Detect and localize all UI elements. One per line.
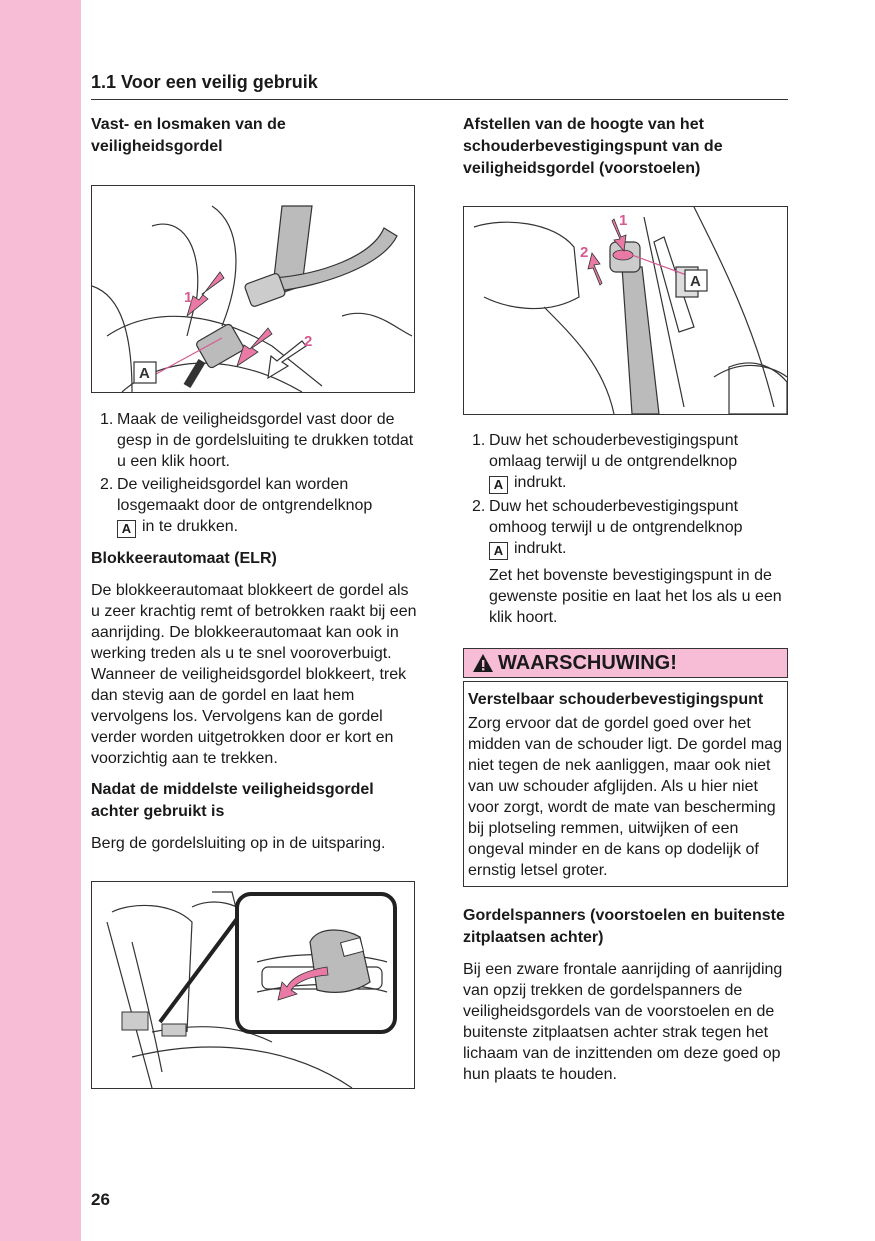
list-item: 1. Duw het schouderbevestigingspunt omlaag terwijl u de ontgrendelknop A indrukt.	[472, 432, 739, 492]
fig1-label-2: 2	[304, 333, 313, 350]
key-a-label: A	[489, 476, 508, 494]
key-a-label: A	[489, 542, 508, 560]
fig1-label-a: A	[139, 365, 150, 382]
buckle-illustration	[92, 186, 414, 392]
heading-elr: Blokkeerautomaat (ELR)	[91, 550, 277, 567]
step-2-note: Zet het bovenste bevestigingspunt in de gewenste positie en laat het los als u een klik hoort.	[489, 567, 782, 626]
key-a-label: A	[117, 520, 136, 538]
page-number: 26	[91, 1190, 110, 1209]
fig2-label-1: 1	[619, 212, 628, 229]
list-item: 2. Duw het schouderbevestigingspunt omhoog terwijl u de ontgrendelknop A indrukt. Zet het bovenste bevestigingspunt in de gewenste positie en laat het los als u een klik hoort.	[463, 496, 788, 628]
warning-box	[463, 648, 788, 887]
paragraph-pretensioners: Bij een zware frontale aanrijding of aanrijding van opzij trekken de gordelspanners de veiligheidsgordels van de voorstoelen en de buitenste zitplaatsen achter strak tegen het lichaam van de inzittenden om deze goed op hun plaats te houden.	[463, 961, 783, 1083]
fig2-label-a: A	[690, 273, 701, 290]
section-title: 1.1 Voor een veilig gebruik	[91, 72, 788, 100]
fig1-label-1: 1	[184, 289, 193, 306]
warning-body	[463, 681, 788, 887]
side-color-strip	[0, 0, 81, 1241]
warning-triangle-icon	[472, 653, 494, 673]
left-column	[91, 112, 417, 1089]
heading-shoulder-anchor: Afstellen van de hoogte van het schouderbevestigingspunt van de veiligheidsgordel (voorstoelen)	[463, 116, 723, 177]
anchor-steps	[463, 430, 788, 628]
rear-buckle-illustration	[92, 882, 414, 1088]
shoulder-anchor-illustration	[464, 207, 787, 414]
figure-rear-buckle	[91, 881, 415, 1089]
paragraph-elr: De blokkeerautomaat blokkeert de gordel als u zeer krachtig remt of betrokken raakt bij een aanrijding. De blokkeerautomaat kan ook in werking treden als u te snel vooroverbuigt. Wanneer de veiligheidsgordel blokkeert, trek dan stevig aan de gordel en laat hem vervolgens los. Vervolgens kan de gordel verder worden uitgetrokken door er kort en voorzichtig aan te trekken.	[91, 582, 417, 767]
fig2-label-2: 2	[580, 244, 589, 261]
figure-shoulder-anchor	[463, 206, 788, 415]
warning-title: WAARSCHUWING!	[498, 651, 677, 674]
list-item: 1. Maak de veiligheidsgordel vast door de gesp in de gordelsluiting te drukken totdat u een klik hoort.	[100, 411, 414, 470]
figure-buckle	[91, 185, 415, 393]
heading-fasten-belt: Vast- en losmaken van de veiligheidsgordel	[91, 116, 286, 155]
fasten-steps	[91, 409, 417, 538]
warning-subtitle: Verstelbaar schouderbevestigingspunt	[468, 691, 764, 708]
warning-text: Zorg ervoor dat de gordel goed over het midden van de schouder ligt. De gordel mag niet tegen de nek aanliggen, maar ook niet van uw schouder afglijden. Als u hier niet voor zorgt, wordt de mate van bescherming bij plotseling remmen, uitwijken of een ongeval minder en de kans op dodelijk of ernstig letsel groter.	[468, 715, 782, 879]
warning-header	[463, 648, 788, 678]
heading-middle-belt: Nadat de middelste veiligheidsgordel achter gebruikt is	[91, 781, 374, 820]
right-column	[463, 112, 788, 1085]
list-item: 2. De veiligheidsgordel kan worden losgemaakt door de ontgrendelknop A in te drukken.	[100, 476, 373, 536]
heading-pretensioners: Gordelspanners (voorstoelen en buitenste zitplaatsen achter)	[463, 907, 785, 946]
paragraph-middle-belt: Berg de gordelsluiting op in de uitsparing.	[91, 835, 386, 852]
